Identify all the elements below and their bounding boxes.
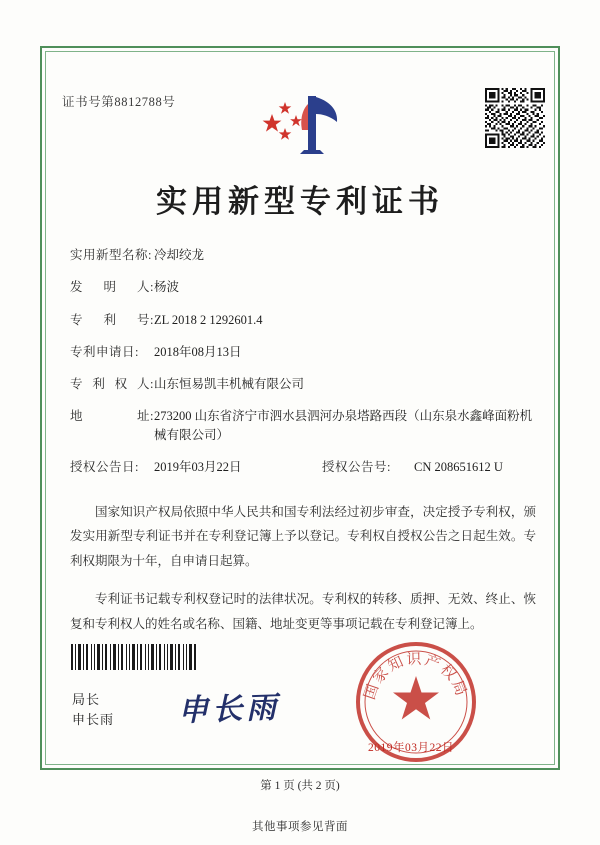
grant-number-group	[322, 458, 503, 477]
grant-number-label: 授权公告号:	[322, 460, 391, 475]
commissioner-title	[72, 690, 114, 730]
legal-text	[70, 500, 536, 650]
field-application-date	[70, 343, 536, 362]
field-label-part: 利	[92, 377, 106, 391]
qr-code	[485, 88, 545, 148]
field-label-part: 发	[70, 280, 84, 295]
legal-paragraph-2: 专利证书记载专利权登记时的法律状况。专利权的转移、质押、无效、终止、恢复和专利权人的姓名或名称、国籍、地址变更等事项记载在专利登记簿上。	[70, 592, 536, 631]
grant-date-value: 2019年03月22日	[154, 460, 242, 475]
commissioner-title-line1: 局长	[72, 692, 101, 707]
field-utility-model-name	[70, 246, 536, 265]
corner-ornament-bottom-right	[534, 744, 560, 770]
commissioner-name: 申长雨	[72, 712, 115, 728]
field-value: 2018年08月13日	[154, 344, 242, 359]
field-label-part: 利	[103, 312, 117, 327]
field-label: 专利申请日:	[70, 344, 139, 359]
field-label-part: 专	[70, 377, 84, 391]
field-patent-number	[70, 311, 536, 330]
field-value: 273200 山东省济宁市泗水县泗河办泉塔路西段（山东泉水鑫峰面粉机械有限公司）	[154, 409, 533, 442]
grant-date-label: 授权公告日:	[70, 460, 139, 475]
svg-text:国家知识产权局: 国家知识产权局	[360, 649, 472, 702]
corner-ornament-bottom-left	[40, 744, 66, 770]
field-patentee	[70, 375, 536, 394]
field-label-part: 号:	[137, 312, 154, 327]
certificate-number: 证书号第8812788号	[62, 95, 176, 109]
field-inventor	[70, 278, 536, 297]
field-label: 实用新型名称:	[70, 248, 152, 262]
corner-ornament-top-right	[534, 46, 560, 72]
field-label	[70, 375, 154, 394]
field-label	[70, 407, 154, 426]
field-label-part: 权	[114, 377, 128, 391]
certificate-fields	[70, 246, 536, 491]
corner-ornament-top-left	[40, 46, 66, 72]
page-title: 实用新型专利证书	[156, 184, 444, 220]
field-address	[70, 407, 536, 445]
legal-paragraph-1: 国家知识产权局依照中华人民共和国专利法经过初步审查，决定授予专利权，颁发实用新型专利证书并在专利登记簿上予以登记。专利权自授权公告之日起生效。专利权期限为十年，自申请日起算。	[70, 505, 536, 568]
grant-number-value: CN 208651612 U	[414, 460, 503, 475]
field-label-part: 址:	[137, 409, 154, 424]
field-label-part: 地	[70, 409, 84, 424]
field-grant-announcement	[70, 458, 536, 477]
field-label	[70, 278, 154, 297]
field-label	[70, 311, 154, 330]
handwritten-signature: 申长雨	[177, 690, 281, 729]
field-value: 山东恒易凯丰机械有限公司	[154, 377, 305, 391]
field-label-part: 明	[103, 280, 117, 295]
field-value: 杨波	[154, 280, 180, 295]
back-page-note: 其他事项参见背面	[252, 821, 348, 833]
field-value: ZL 2018 2 1292601.4	[154, 312, 263, 327]
seal-date: 2019年03月22日	[368, 742, 454, 754]
field-label-part: 专	[70, 312, 84, 327]
field-value: 冷却绞龙	[154, 248, 205, 262]
patent-office-emblem-icon	[258, 84, 344, 158]
field-label-part: 人:	[137, 280, 154, 295]
page-count: 第 1 页 (共 2 页)	[260, 780, 340, 792]
field-label-part: 人:	[136, 377, 154, 391]
barcode	[70, 644, 198, 670]
